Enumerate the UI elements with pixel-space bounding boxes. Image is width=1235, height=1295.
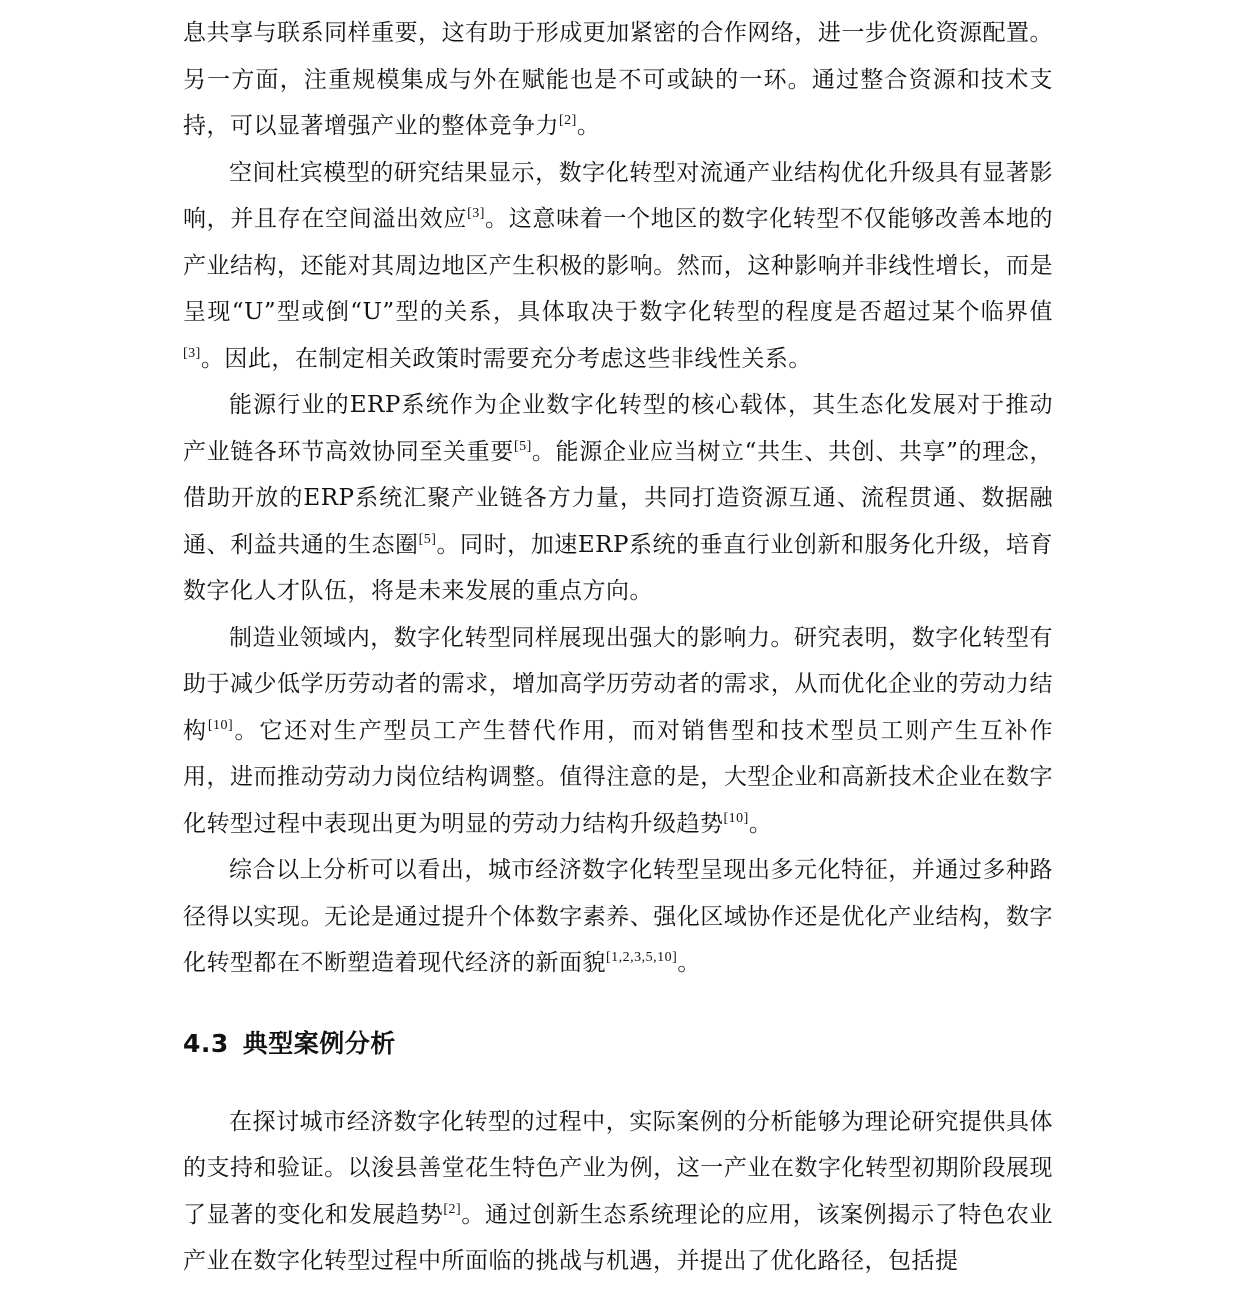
citation-reference: [1,2,3,5,10]	[606, 950, 678, 965]
section-title: 典型案例分析	[242, 1028, 396, 1058]
paragraph-text: 空间杜宾模型的研究结果显示，数字化转型对流通产业结构优化升级具有显著影响，并且存在空间溢出效应	[183, 159, 1053, 232]
citation-reference: [5]	[513, 438, 532, 454]
paragraph-spatial-durbin	[183, 150, 1053, 383]
paragraph-text: 。同时，加速ERP系统的垂直行业创新和服务化升级，培育数字化人才队伍，将是未来发展的重点方向。	[183, 531, 1053, 604]
paragraph-text: 制造业领域内，数字化转型同样展现出强大的影响力。研究表明，数字化转型有助于减少低学历劳动者的需求，增加高学历劳动者的需求，从而优化企业的劳动力结构	[183, 624, 1053, 744]
document-page	[183, 10, 1053, 1285]
section-number: 4.3	[183, 1028, 229, 1058]
citation-reference: [3]	[467, 206, 485, 221]
paragraph-text: 综合以上分析可以看出，城市经济数字化转型呈现出多元化特征，并通过多种路径得以实现。无论是通过提升个体数字素养、强化区域协作还是优化产业结构，数字化转型都在不断塑造着现代经济的新面貌	[183, 857, 1053, 976]
section-heading	[183, 1021, 1053, 1067]
paragraph-manufacturing	[183, 615, 1053, 848]
paragraph-text: 息共享与联系同样重要，这有助于形成更加紧密的合作网络，进一步优化资源配置。另一方面，注重规模集成与外在赋能也是不可或缺的一环。通过整合资源和技术支持，可以显著增强产业的整体竞争力	[183, 20, 1053, 139]
paragraph-energy-erp	[183, 382, 1053, 615]
citation-reference: [2]	[559, 113, 577, 128]
paragraph-text: 能源行业的ERP系统作为企业数字化转型的核心载体，其生态化发展对于推动产业链各环节高效协同至关重要	[183, 392, 1053, 465]
paragraph-continued	[183, 10, 1053, 150]
citation-reference: [5]	[418, 531, 437, 547]
paragraph-text: 。因此，在制定相关政策时需要充分考虑这些非线性关系。	[200, 345, 812, 372]
paragraph-text: 。通过创新生态系统理论的应用，该案例揭示了特色农业产业在数字化转型过程中所面临的挑战与机遇，并提出了优化路径，包括提	[183, 1201, 1054, 1274]
citation-reference: [3]	[183, 345, 201, 361]
paragraph-summary	[183, 847, 1053, 987]
paragraph-text: 。这意味着一个地区的数字化转型不仅能够改善本地的产业结构，还能对其周边地区产生积极的影响。然而，这种影响并非线性增长，而是呈现“U”型或倒“U”型的关系，具体取决于数字化转型的程度是否超过某个临界值	[183, 206, 1054, 325]
paragraph-text: 。	[748, 810, 773, 837]
citation-reference: [2]	[443, 1201, 462, 1217]
citation-reference: [10]	[723, 810, 749, 826]
paragraph-text: 。	[677, 950, 701, 976]
paragraph-text: 。	[576, 113, 601, 139]
paragraph-text: 。能源企业应当树立“共生、共创、共享”的理念，借助开放的ERP系统汇聚产业链各方力量，共同打造资源互通、流程贯通、数据融通、利益共通的生态圈	[183, 438, 1053, 558]
paragraph-text: 在探讨城市经济数字化转型的过程中，实际案例的分析能够为理论研究提供具体的支持和验证。以浚县善堂花生特色产业为例，这一产业在数字化转型初期阶段展现了显著的变化和发展趋势	[183, 1108, 1053, 1228]
paragraph-case-study	[183, 1099, 1053, 1285]
citation-reference: [10]	[207, 717, 234, 733]
paragraph-text: 。它还对生产型员工产生替代作用，而对销售型和技术型员工则产生互补作用，进而推动劳动力岗位结构调整。值得注意的是，大型企业和高新技术企业在数字化转型过程中表现出更为明显的劳动力结构升级趋势	[183, 717, 1054, 837]
